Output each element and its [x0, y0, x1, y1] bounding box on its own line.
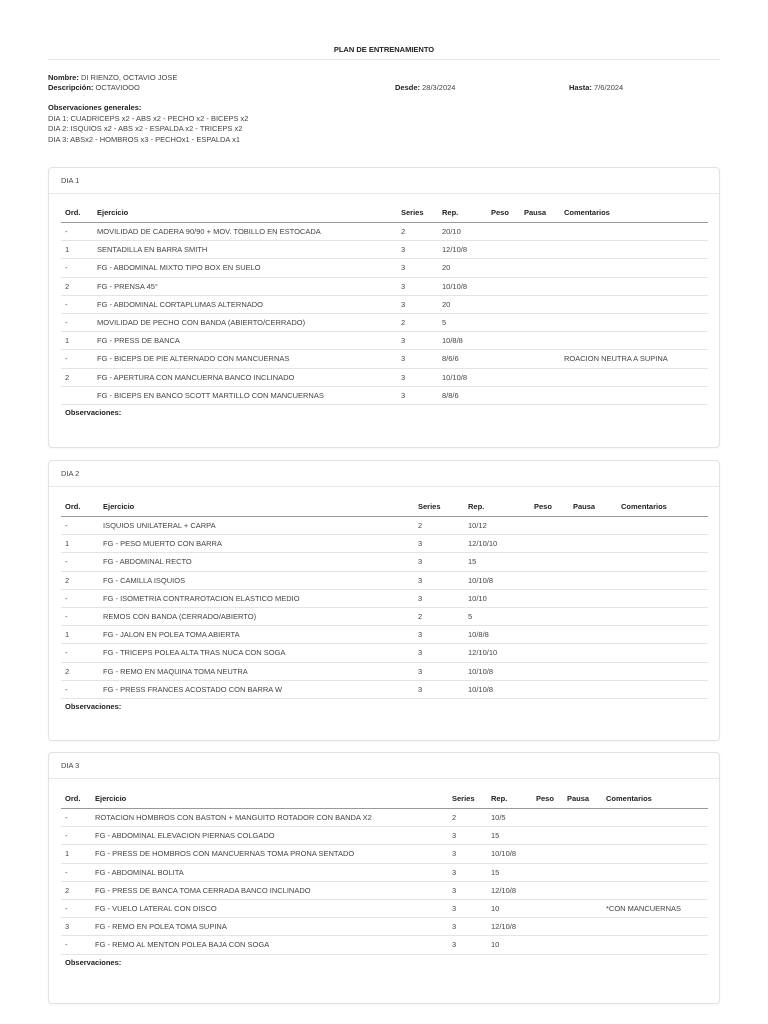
col-ejercicio: Ejercicio [93, 202, 397, 223]
cell-peso [487, 241, 520, 259]
hasta-label: Hasta: [569, 83, 592, 92]
cell-rep: 10 [487, 936, 532, 954]
cell-peso [530, 517, 569, 535]
cell-comentarios [617, 662, 708, 680]
cell-rep: 10 [487, 899, 532, 917]
col-rep: Rep. [438, 202, 487, 223]
col-pausa: Pausa [563, 788, 602, 809]
cell-comentarios [602, 845, 708, 863]
table-row [61, 863, 708, 881]
cell-rep: 12/10/10 [464, 644, 530, 662]
cell-ejercicio: REMOS CON BANDA (CERRADO/ABIERTO) [99, 607, 414, 625]
cell-pausa [569, 644, 617, 662]
cell-pausa [563, 827, 602, 845]
table-row [61, 809, 708, 827]
cell-ord: - [61, 863, 91, 881]
cell-comentarios [602, 809, 708, 827]
cell-series: 3 [414, 553, 464, 571]
table-header-row [61, 202, 708, 223]
cell-series: 3 [448, 899, 487, 917]
col-rep: Rep. [464, 496, 530, 517]
cell-series: 3 [414, 644, 464, 662]
cell-peso [487, 277, 520, 295]
cell-rep: 8/8/6 [438, 386, 487, 404]
cell-comentarios [617, 607, 708, 625]
cell-ord [61, 386, 93, 404]
day-card-2 [48, 460, 720, 741]
cell-ord: 1 [61, 626, 99, 644]
cell-series: 3 [397, 332, 438, 350]
observaciones-generales-line: DIA 1: CUADRICEPS x2 - ABS x2 - PECHO x2 - BICEPS x2 [48, 113, 249, 123]
col-ejercicio: Ejercicio [91, 788, 448, 809]
table-row [61, 259, 708, 277]
col-peso: Peso [532, 788, 563, 809]
hasta-value: 7/6/2024 [594, 83, 624, 92]
cell-comentarios [602, 827, 708, 845]
exercise-table [61, 496, 708, 699]
nombre-label: Nombre: [48, 73, 79, 82]
cell-rep: 5 [438, 313, 487, 331]
cell-comentarios [617, 680, 708, 698]
cell-comentarios [617, 589, 708, 607]
cell-ejercicio: FG - ABDOMINAL ELEVACION PIERNAS COLGADO [91, 827, 448, 845]
cell-comentarios [560, 386, 708, 404]
cell-rep: 12/10/10 [464, 535, 530, 553]
observaciones-generales-line: DIA 3: ABSx2 - HOMBROS x3 - PECHOx1 - ESPALDA x1 [48, 134, 241, 144]
cell-ejercicio: FG - ISOMETRIA CONTRAROTACION ELASTICO MEDIO [99, 589, 414, 607]
cell-comentarios [560, 332, 708, 350]
cell-ejercicio: FG - REMO AL MENTON POLEA BAJA CON SOGA [91, 936, 448, 954]
cell-peso [530, 553, 569, 571]
cell-peso [530, 644, 569, 662]
cell-series: 3 [448, 845, 487, 863]
cell-rep: 10/10/8 [438, 368, 487, 386]
cell-rep: 15 [487, 827, 532, 845]
cell-series: 3 [397, 277, 438, 295]
cell-rep: 10/8/8 [438, 332, 487, 350]
table-row [61, 223, 708, 241]
cell-peso [487, 368, 520, 386]
cell-comentarios [617, 553, 708, 571]
cell-ord: 3 [61, 918, 91, 936]
cell-peso [530, 680, 569, 698]
cell-series: 3 [448, 827, 487, 845]
cell-pausa [563, 809, 602, 827]
cell-comentarios [617, 571, 708, 589]
cell-series: 3 [448, 881, 487, 899]
cell-pausa [520, 386, 560, 404]
table-row [61, 277, 708, 295]
cell-pausa [569, 680, 617, 698]
cell-ejercicio: FG - CAMILLA ISQUIOS [99, 571, 414, 589]
cell-series: 3 [414, 535, 464, 553]
table-row [61, 626, 708, 644]
cell-ord: 2 [61, 277, 93, 295]
cell-peso [487, 313, 520, 331]
cell-ejercicio: FG - REMO EN POLEA TOMA SUPINA [91, 918, 448, 936]
col-comentarios: Comentarios [617, 496, 708, 517]
cell-pausa [569, 607, 617, 625]
col-pausa: Pausa [520, 202, 560, 223]
cell-pausa [563, 881, 602, 899]
cell-ejercicio: FG - ABDOMINAL MIXTO TIPO BOX EN SUELO [93, 259, 397, 277]
cell-rep: 20 [438, 295, 487, 313]
cell-series: 3 [414, 626, 464, 644]
cell-comentarios [560, 241, 708, 259]
cell-series: 3 [397, 241, 438, 259]
cell-pausa [520, 277, 560, 295]
cell-pausa [569, 553, 617, 571]
cell-series: 3 [397, 259, 438, 277]
cell-rep: 10/12 [464, 517, 530, 535]
table-row [61, 936, 708, 954]
cell-series: 3 [448, 863, 487, 881]
cell-comentarios: ROACION NEUTRA A SUPINA [560, 350, 708, 368]
cell-rep: 10/10/8 [464, 662, 530, 680]
col-ord: Ord. [61, 788, 91, 809]
cell-ejercicio: FG - ABDOMINAL CORTAPLUMAS ALTERNADO [93, 295, 397, 313]
cell-comentarios [617, 517, 708, 535]
cell-ord: - [61, 223, 93, 241]
cell-ejercicio: ISQUIOS UNILATERAL + CARPA [99, 517, 414, 535]
cell-pausa [520, 241, 560, 259]
table-row [61, 386, 708, 404]
cell-ord: 2 [61, 571, 99, 589]
cell-ord: 1 [61, 845, 91, 863]
table-row [61, 662, 708, 680]
cell-ejercicio: SENTADILLA EN BARRA SMITH [93, 241, 397, 259]
cell-series: 3 [448, 918, 487, 936]
desde-field [395, 83, 455, 92]
table-row [61, 607, 708, 625]
observaciones-generales-line: DIA 2: ISQUIOS x2 - ABS x2 - ESPALDA x2 - TRICEPS x2 [48, 124, 243, 133]
cell-comentarios [560, 259, 708, 277]
table-row [61, 368, 708, 386]
day-card-title: DIA 1 [49, 168, 719, 194]
cell-peso [532, 899, 563, 917]
cell-pausa [520, 313, 560, 331]
cell-ord: - [61, 313, 93, 331]
cell-peso [487, 259, 520, 277]
cell-pausa [569, 626, 617, 644]
observaciones-generales [48, 103, 248, 145]
day-observaciones-label: Observaciones: [65, 958, 122, 967]
table-header-row [61, 788, 708, 809]
cell-ejercicio: FG - BICEPS DE PIE ALTERNADO CON MANCUERNAS [93, 350, 397, 368]
descripcion-value: OCTAVIOOO [95, 83, 140, 92]
cell-rep: 10/10/8 [464, 571, 530, 589]
table-row [61, 589, 708, 607]
cell-ord: - [61, 295, 93, 313]
cell-comentarios [602, 881, 708, 899]
cell-rep: 15 [487, 863, 532, 881]
cell-ejercicio: FG - PRENSA 45° [93, 277, 397, 295]
cell-ord: 2 [61, 368, 93, 386]
cell-series: 2 [414, 517, 464, 535]
cell-pausa [569, 571, 617, 589]
cell-series: 2 [414, 607, 464, 625]
table-row [61, 827, 708, 845]
cell-pausa [569, 662, 617, 680]
cell-series: 3 [414, 571, 464, 589]
cell-rep: 20 [438, 259, 487, 277]
cell-series: 3 [448, 936, 487, 954]
cell-comentarios: *CON MANCUERNAS [602, 899, 708, 917]
cell-series: 3 [397, 368, 438, 386]
cell-pausa [563, 918, 602, 936]
cell-peso [487, 386, 520, 404]
day-observaciones-label: Observaciones: [65, 702, 122, 711]
cell-comentarios [617, 644, 708, 662]
cell-ord: - [61, 553, 99, 571]
cell-rep: 10/10/8 [464, 680, 530, 698]
cell-comentarios [560, 313, 708, 331]
cell-pausa [520, 295, 560, 313]
cell-series: 3 [397, 350, 438, 368]
col-comentarios: Comentarios [602, 788, 708, 809]
cell-comentarios [560, 223, 708, 241]
cell-ord: 1 [61, 332, 93, 350]
cell-ord: - [61, 680, 99, 698]
cell-peso [530, 662, 569, 680]
cell-ord: - [61, 809, 91, 827]
cell-rep: 8/6/6 [438, 350, 487, 368]
table-row [61, 553, 708, 571]
cell-series: 3 [397, 295, 438, 313]
cell-peso [532, 845, 563, 863]
cell-ejercicio: FG - PRESS DE BANCA TOMA CERRADA BANCO INCLINADO [91, 881, 448, 899]
cell-pausa [520, 223, 560, 241]
hasta-field [569, 83, 623, 92]
cell-rep: 10/10 [464, 589, 530, 607]
cell-comentarios [560, 277, 708, 295]
exercise-table [61, 202, 708, 405]
cell-ejercicio: FG - BICEPS EN BANCO SCOTT MARTILLO CON MANCUERNAS [93, 386, 397, 404]
cell-rep: 20/10 [438, 223, 487, 241]
cell-ejercicio: FG - PRESS FRANCES ACOSTADO CON BARRA W [99, 680, 414, 698]
cell-comentarios [602, 918, 708, 936]
cell-ord: - [61, 350, 93, 368]
desde-value: 28/3/2024 [422, 83, 456, 92]
table-row [61, 313, 708, 331]
table-row [61, 295, 708, 313]
cell-pausa [563, 899, 602, 917]
col-series: Series [414, 496, 464, 517]
cell-comentarios [602, 863, 708, 881]
cell-pausa [569, 589, 617, 607]
cell-peso [530, 571, 569, 589]
cell-ejercicio: ROTACION HOMBROS CON BASTON + MANGUITO ROTADOR CON BANDA X2 [91, 809, 448, 827]
cell-series: 3 [414, 589, 464, 607]
col-peso: Peso [487, 202, 520, 223]
day-card-3 [48, 752, 720, 1004]
col-ejercicio: Ejercicio [99, 496, 414, 517]
cell-pausa [563, 845, 602, 863]
cell-peso [532, 881, 563, 899]
table-row [61, 845, 708, 863]
day-card-title: DIA 2 [49, 461, 719, 487]
cell-peso [487, 350, 520, 368]
cell-peso [487, 295, 520, 313]
cell-rep: 15 [464, 553, 530, 571]
day-card-1 [48, 167, 720, 448]
cell-ord: 2 [61, 662, 99, 680]
cell-pausa [520, 350, 560, 368]
cell-ord: 1 [61, 241, 93, 259]
table-row [61, 881, 708, 899]
cell-pausa [520, 368, 560, 386]
table-header-row [61, 496, 708, 517]
cell-series: 2 [397, 223, 438, 241]
table-row [61, 571, 708, 589]
cell-peso [487, 223, 520, 241]
cell-comentarios [602, 936, 708, 954]
col-ord: Ord. [61, 202, 93, 223]
cell-peso [530, 535, 569, 553]
cell-peso [532, 918, 563, 936]
cell-ord: 2 [61, 881, 91, 899]
observaciones-generales-label: Observaciones generales: [48, 103, 142, 112]
cell-pausa [569, 535, 617, 553]
cell-ejercicio: FG - ABDOMINAL RECTO [99, 553, 414, 571]
col-peso: Peso [530, 496, 569, 517]
cell-ejercicio: MOVILIDAD DE CADERA 90/90 + MOV. TOBILLO EN ESTOCADA [93, 223, 397, 241]
cell-peso [532, 863, 563, 881]
cell-ord: - [61, 607, 99, 625]
title-divider [48, 59, 720, 60]
table-row [61, 241, 708, 259]
cell-ejercicio: FG - PRESS DE HOMBROS CON MANCUERNAS TOMA PRONA SENTADO [91, 845, 448, 863]
cell-series: 3 [414, 662, 464, 680]
cell-ejercicio: MOVILIDAD DE PECHO CON BANDA (ABIERTO/CERRADO) [93, 313, 397, 331]
cell-peso [532, 936, 563, 954]
cell-peso [532, 809, 563, 827]
cell-peso [530, 589, 569, 607]
cell-ejercicio: FG - PESO MUERTO CON BARRA [99, 535, 414, 553]
table-row [61, 918, 708, 936]
cell-rep: 12/10/8 [487, 918, 532, 936]
cell-ejercicio: FG - TRICEPS POLEA ALTA TRAS NUCA CON SOGA [99, 644, 414, 662]
nombre-field [48, 73, 177, 82]
cell-pausa [569, 517, 617, 535]
cell-ord: - [61, 827, 91, 845]
table-row [61, 899, 708, 917]
cell-pausa [563, 936, 602, 954]
cell-ord: - [61, 936, 91, 954]
cell-pausa [563, 863, 602, 881]
nombre-value: DI RIENZO, OCTAVIO JOSE [80, 73, 178, 82]
col-pausa: Pausa [569, 496, 617, 517]
table-row [61, 644, 708, 662]
cell-ord: - [61, 259, 93, 277]
table-row [61, 535, 708, 553]
cell-ord: 1 [61, 535, 99, 553]
table-row [61, 332, 708, 350]
table-row [61, 517, 708, 535]
cell-series: 2 [448, 809, 487, 827]
cell-series: 3 [397, 386, 438, 404]
day-card-title: DIA 3 [49, 753, 719, 779]
descripcion-label: Descripción: [48, 83, 94, 92]
cell-pausa [520, 332, 560, 350]
cell-comentarios [560, 368, 708, 386]
cell-ejercicio: FG - ABDOMINAL BOLITA [91, 863, 448, 881]
cell-peso [530, 607, 569, 625]
cell-ejercicio: FG - PRESS DE BANCA [93, 332, 397, 350]
cell-ejercicio: FG - APERTURA CON MANCUERNA BANCO INCLINADO [93, 368, 397, 386]
cell-ejercicio: FG - REMO EN MAQUINA TOMA NEUTRA [99, 662, 414, 680]
cell-comentarios [617, 626, 708, 644]
desde-label: Desde: [395, 83, 421, 92]
cell-ord: - [61, 899, 91, 917]
descripcion-field [48, 83, 140, 92]
col-series: Series [448, 788, 487, 809]
cell-rep: 12/10/8 [487, 881, 532, 899]
cell-rep: 10/10/8 [438, 277, 487, 295]
cell-comentarios [617, 535, 708, 553]
col-rep: Rep. [487, 788, 532, 809]
exercise-table [61, 788, 708, 955]
cell-series: 3 [414, 680, 464, 698]
cell-ejercicio: FG - VUELO LATERAL CON DISCO [91, 899, 448, 917]
cell-pausa [520, 259, 560, 277]
cell-series: 2 [397, 313, 438, 331]
cell-ord: - [61, 644, 99, 662]
page-title: PLAN DE ENTRENAMIENTO [333, 45, 435, 54]
cell-rep: 10/8/8 [464, 626, 530, 644]
col-series: Series [397, 202, 438, 223]
cell-peso [530, 626, 569, 644]
cell-ord: - [61, 589, 99, 607]
table-row [61, 680, 708, 698]
cell-peso [532, 827, 563, 845]
cell-comentarios [560, 295, 708, 313]
col-ord: Ord. [61, 496, 99, 517]
cell-ord: - [61, 517, 99, 535]
cell-rep: 10/5 [487, 809, 532, 827]
day-observaciones-label: Observaciones: [65, 408, 122, 417]
cell-ejercicio: FG - JALON EN POLEA TOMA ABIERTA [99, 626, 414, 644]
cell-rep: 12/10/8 [438, 241, 487, 259]
cell-rep: 10/10/8 [487, 845, 532, 863]
col-comentarios: Comentarios [560, 202, 708, 223]
table-row [61, 350, 708, 368]
cell-peso [487, 332, 520, 350]
cell-rep: 5 [464, 607, 530, 625]
